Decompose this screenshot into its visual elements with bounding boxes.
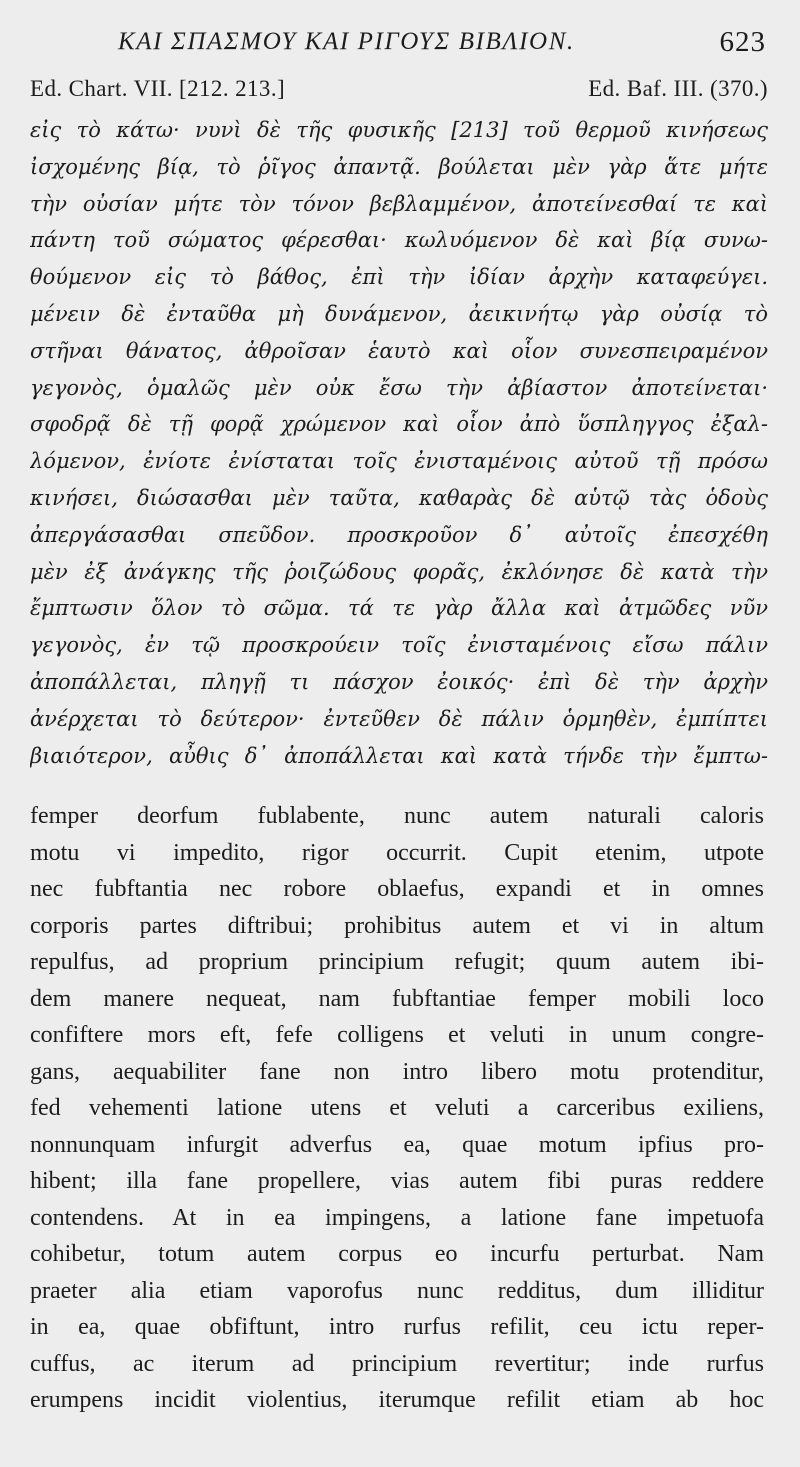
latin-text-line: praeter alia etiam vaporofus nunc redditus, dum illiditur [30, 1277, 764, 1304]
greek-text-line: γεγονὸς, ὁμαλῶς μὲν οὐκ ἔσω τὴν ἀβίαστον ἀποτείνεται· [30, 375, 768, 400]
latin-text-line: gans, aequabiliter fane non intro libero motu protenditur, [30, 1058, 764, 1085]
latin-text-line: cuffus, ac iterum ad principium revertitur; inde rurfus [30, 1350, 764, 1377]
greek-text-line: σφοδρᾷ δὲ τῇ φορᾷ χρώμενον καὶ οἷον ἀπὸ ὕσπληγγος ἐξαλ- [30, 412, 768, 437]
greek-text-line: στῆναι θάνατος, ἀθροῖσαν ἑαυτὸ καὶ οἷον συνεσπειραμένον [30, 338, 768, 363]
greek-text-line: μένειν δὲ ἐνταῦθα μὴ δυνάμενον, ἀεικινήτῳ γὰρ οὐσίᾳ τὸ [30, 301, 768, 326]
latin-text-line: contendens. At in ea impingens, a latione fane impetuofa [30, 1204, 764, 1231]
greek-text-line: ἰσχομένης βίᾳ, τὸ ῥῖγος ἀπαντᾷ. βούλεται μὲν γὰρ ἅτε μήτε [30, 154, 768, 179]
edition-reference-line [30, 76, 768, 106]
greek-text-line: θούμενον εἰς τὸ βάθος, ἐπὶ τὴν ἰδίαν ἀρχὴν καταφεύγει. [30, 265, 768, 290]
latin-text-line: fed vehementi latione utens et veluti a carceribus exiliens, [30, 1095, 764, 1121]
edition-chart-reference: Ed. Chart. VII. [212. 213.] [30, 76, 286, 101]
latin-text-line: corporis partes diftribui; prohibitus autem et vi in altum [30, 912, 764, 939]
latin-text-line: dem manere nequeat, nam fubftantiae femper mobili loco [30, 985, 764, 1012]
latin-text-line: hibent; illa fane propellere, vias autem fibi puras reddere [30, 1168, 764, 1194]
greek-text-line: βιαιότερον, αὖθις δ᾽ ἀποπάλλεται καὶ κατὰ τήνδε τὴν ἔμπτω- [30, 743, 768, 768]
greek-text-line: ἔμπτωσιν ὅλον τὸ σῶμα. τά τε γὰρ ἄλλα καὶ ἀτμῶδες νῦν [30, 596, 768, 621]
greek-text-block [30, 112, 768, 774]
latin-text-line: femper deorfum fublabente, nunc autem naturali caloris [30, 803, 764, 829]
latin-text-line: erumpens incidit violentius, iterumque refilit etiam ab hoc [30, 1387, 764, 1413]
latin-text-block [30, 798, 764, 1419]
greek-text-line: εἰς τὸ κάτω· νυνὶ δὲ τῆς φυσικῆς [213] τοῦ θερμοῦ κινήσεως [30, 118, 768, 142]
greek-text-line: ἀποπάλλεται, πληγῇ τι πάσχον ἐοικός· ἐπὶ δὲ τὴν ἀρχὴν [30, 669, 768, 694]
latin-text-line: in ea, quae obfiftunt, intro rurfus refilit, ceu ictu reper- [30, 1314, 764, 1340]
latin-text-line: nec fubftantia nec robore oblaefus, expandi et in omnes [30, 876, 764, 902]
greek-text-line: γεγονὸς, ἐν τῷ προσκρούειν τοῖς ἐνισταμένοις εἴσω πάλιν [30, 633, 768, 658]
greek-text-line: λόμενον, ἐνίοτε ἐνίσταται τοῖς ἐνισταμένοις αὐτοῦ τῇ πρόσω [30, 449, 768, 474]
running-title: ΚΑΙ ΣΠΑΣΜΟΥ ΚΑΙ ΡΙΓΟΥΣ ΒΙΒΛΙΟΝ. [118, 28, 575, 55]
greek-text-line: κινήσει, διώσασθαι μὲν ταῦτα, καθαρὰς δὲ αὑτῷ τὰς ὁδοὺς [30, 485, 768, 510]
greek-text-line: πάντη τοῦ σώματος φέρεσθαι· κωλυόμενον δὲ καὶ βίᾳ συνω- [30, 228, 768, 253]
latin-text-line: nonnunquam infurgit adverfus ea, quae motum ipfius pro- [30, 1131, 764, 1158]
greek-text-line: ἀνέρχεται τὸ δεύτερον· ἐντεῦθεν δὲ πάλιν ὁρμηθὲν, ἐμπίπτει [30, 706, 768, 731]
latin-text-line: repulfus, ad proprium principium refugit; quum autem ibi- [30, 949, 764, 975]
greek-text-line: ἀπεργάσασθαι σπεῦδον. προσκροῦον δ᾽ αὐτοῖς ἐπεσχέθη [30, 522, 768, 547]
latin-text-line: cohibetur, totum autem corpus eo incurfu perturbat. Nam [30, 1241, 764, 1267]
greek-text-line: μὲν ἐξ ἀνάγκης τῆς ῥοιζώδους φορᾶς, ἐκλόνησε δὲ κατὰ τὴν [30, 559, 768, 584]
greek-text-line: τὴν οὐσίαν μήτε τὸν τόνον βεβλαμμένον, ἀποτείνεσθαί τε καὶ [30, 191, 768, 216]
running-head [0, 28, 800, 64]
edition-basel-reference: Ed. Baf. III. (370.) [588, 76, 768, 101]
latin-text-line: motu vi impedito, rigor occurrit. Cupit etenim, utpote [30, 839, 764, 866]
page-number: 623 [719, 26, 766, 58]
latin-text-line: confiftere mors eft, fefe colligens et veluti in unum congre- [30, 1022, 764, 1048]
